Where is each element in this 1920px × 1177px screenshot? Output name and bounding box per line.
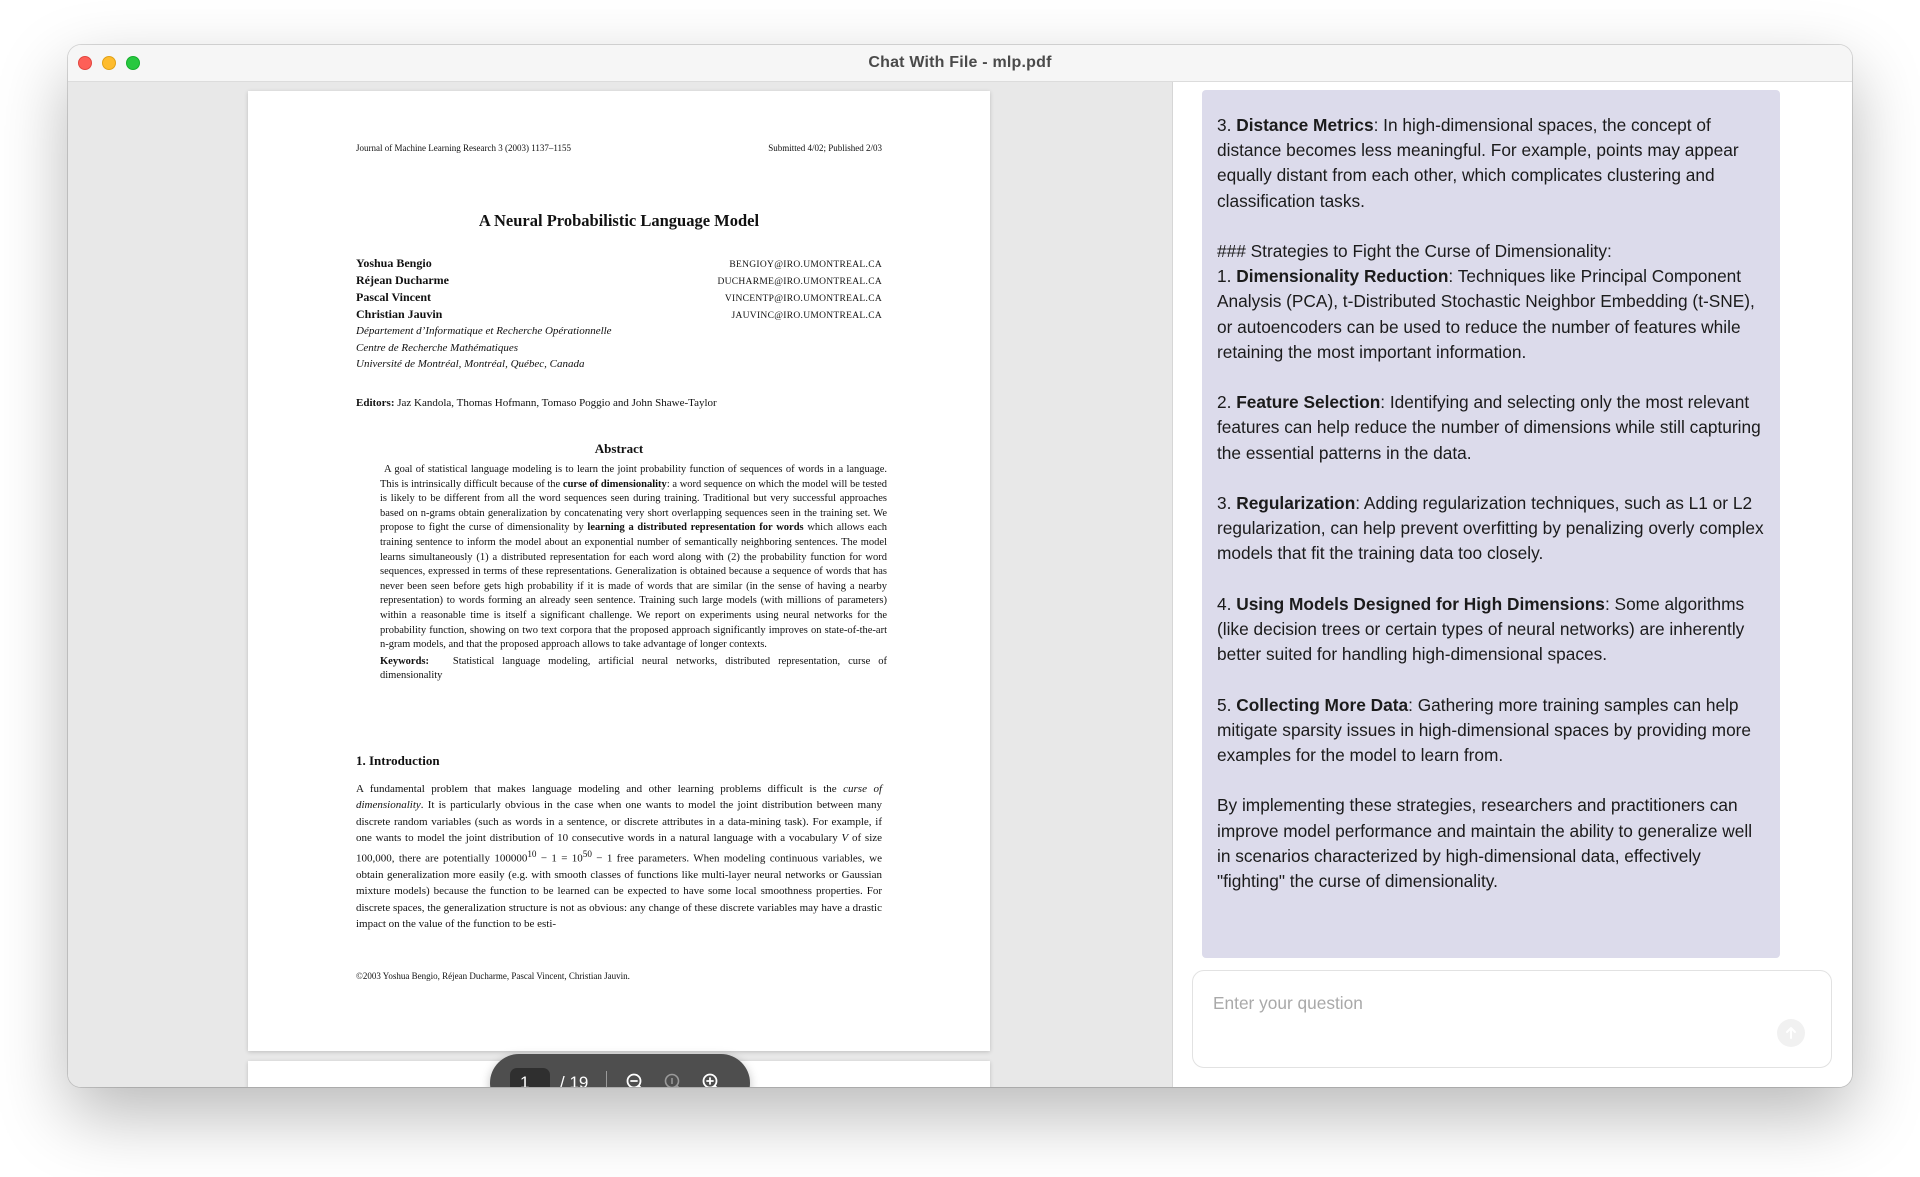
item-text: : Adding regularization techniques, such as L1 or L2 regularization, can help prevent overfitting by penalizing overly complex models that fit the training data too closely. bbox=[1217, 493, 1764, 564]
list-item bbox=[1217, 113, 1766, 214]
zoom-reset-button[interactable] bbox=[655, 1064, 693, 1087]
list-item bbox=[1217, 390, 1766, 466]
window-controls bbox=[78, 56, 140, 70]
send-icon bbox=[1783, 1025, 1799, 1041]
question-input[interactable] bbox=[1211, 989, 1775, 1017]
list-item bbox=[1217, 491, 1766, 567]
intro-text: − 1 free parameters. When modeling continuous variables, we obtain generalization more easily (e.g. with smooth classes of functions like multi-layer neural networks or Gaussian mixture models) because the function to be learned can be expected to have some local smoothness properties. For discrete spaces, the generalization structure is not as obvious: any change of these discrete variables may have a drastic impact on the value of the function to be esti- bbox=[356, 852, 882, 931]
copyright-line: ©2003 Yoshua Bengio, Réjean Ducharme, Pascal Vincent, Christian Jauvin. bbox=[356, 971, 630, 981]
author-name: Christian Jauvin bbox=[356, 307, 443, 321]
intro-text: . It is particularly obvious in the case when one wants to model the joint distribution between many discrete random variables (such as words in a sentence, or discrete attributes in a data-mining task). For example, if one wants to model the joint distribution of 10 consecutive words in a natural language with a vocabulary bbox=[356, 799, 882, 844]
item-title: Collecting More Data bbox=[1236, 694, 1409, 715]
keywords-text: Statistical language modeling, artificial neural networks, distributed representation, curse of dimensionality bbox=[380, 655, 888, 682]
item-text: : Identifying and selecting only the most relevant features can help reduce the number of dimensions while still capturing the essential patterns in the data. bbox=[1217, 392, 1761, 463]
assistant-message bbox=[1202, 90, 1780, 958]
superscript: 10 bbox=[527, 849, 537, 860]
item-text: : Techniques like Principal Component Analysis (PCA), t-Distributed Stochastic Neighbor Embedding (t-SNE), or autoencoders can be used to reduce the number of features while retaining the most important information. bbox=[1217, 266, 1755, 362]
item-text: : In high-dimensional spaces, the concept of distance becomes less meaningful. For example, points may appear equally distant from each other, which complicates clustering and classification tasks. bbox=[1217, 115, 1739, 211]
item-title: Feature Selection bbox=[1236, 392, 1381, 413]
title-bar bbox=[68, 45, 1852, 82]
close-window-button[interactable] bbox=[78, 56, 92, 70]
zoom-reset-icon bbox=[663, 1072, 685, 1087]
question-box bbox=[1192, 970, 1832, 1068]
author-email: VINCENTP@IRO.UMONTREAL.CA bbox=[724, 294, 882, 304]
item-number: 5. bbox=[1217, 694, 1237, 715]
section-heading: 1. Introduction bbox=[356, 753, 440, 768]
abstract-title: Abstract bbox=[594, 441, 644, 456]
window-title: Chat With File - mlp.pdf bbox=[868, 54, 1052, 71]
intro-emphasis: curse of dimensionality bbox=[356, 783, 883, 812]
item-text: : Gathering more training samples can help mitigate sparsity issues in high-dimensional spaces by providing more examples for the model to learn from. bbox=[1217, 694, 1752, 765]
minimize-window-button[interactable] bbox=[102, 56, 116, 70]
affiliation-line: Centre de Recherche Mathématiques bbox=[356, 341, 518, 354]
page-number-input[interactable] bbox=[510, 1068, 550, 1087]
item-text: : Some algorithms (like decision trees or certain types of neural networks) are inherently better suited for handling high-dimensional spaces. bbox=[1217, 593, 1745, 665]
editors-label: Editors: bbox=[356, 397, 395, 409]
abstract-emphasis: curse of dimensionality bbox=[562, 478, 667, 490]
abstract-text: A goal of statistical language modeling is to learn the joint probability function of sequences of words in a language. This is intrinsically difficult because of the bbox=[380, 464, 887, 490]
toolbar-divider bbox=[606, 1071, 607, 1087]
item-number: 3. bbox=[1217, 115, 1237, 135]
send-button[interactable] bbox=[1777, 1019, 1805, 1047]
email-list bbox=[717, 257, 882, 325]
item-title: Distance Metrics bbox=[1236, 115, 1374, 135]
pdf-viewer[interactable] bbox=[68, 82, 1173, 1087]
list-item bbox=[1217, 239, 1766, 365]
affiliations bbox=[356, 323, 612, 373]
zoom-out-button[interactable] bbox=[617, 1064, 655, 1087]
author-name: Pascal Vincent bbox=[356, 290, 431, 304]
intro-text: of size 100,000, there are potentially 100000 bbox=[356, 831, 883, 865]
author-email: JAUVINC@IRO.UMONTREAL.CA bbox=[731, 311, 882, 321]
item-number: 1. bbox=[1217, 266, 1237, 287]
item-number: 2. bbox=[1217, 392, 1237, 413]
maximize-window-button[interactable] bbox=[126, 56, 140, 70]
abstract-text: which allows each training sentence to inform the model about an exponential number of semantically neighboring sentences. The model learns simultaneously (1) a distributed representation for each word along with (2) the probability function for word sequences, expressed in terms of these representations. Generalization is obtained because a sequence of words that has never been seen before gets high probability if it is made of words that are similar (in the sense of having a nearby representation) to words forming an already seen sentence. Training such large models (with millions of parameters) within a reasonable time is itself a significant challenge. We report on experiments using neural networks for the probability function, showing on two text corpora that the proposed approach significantly improves on state-of-the-art n-gram models, and that the proposed approach allows to take advantage of longer contexts. bbox=[380, 522, 888, 651]
author-name: Réjean Ducharme bbox=[356, 273, 449, 287]
item-number: 3. bbox=[1217, 493, 1237, 513]
item-title: Using Models Designed for High Dimensions bbox=[1236, 593, 1605, 614]
affiliation-line: Département d’Informatique et Recherche Opérationnelle bbox=[356, 325, 612, 337]
editors-line bbox=[356, 397, 717, 409]
zoom-out-icon bbox=[625, 1072, 647, 1087]
keywords-line bbox=[380, 655, 887, 684]
author-list bbox=[356, 255, 449, 323]
author-name: Yoshua Bengio bbox=[356, 256, 432, 270]
intro-body bbox=[356, 781, 882, 932]
zoom-in-button[interactable] bbox=[693, 1064, 731, 1087]
abstract-text: : a word sequence on which the model will be tested is likely to be different from all the word sequences seen during training. Traditional but very successful approaches based on n-grams obtain generalization by concatenating very short overlapping sequences seen in the training set. We propose to fight the curse of dimensionality by bbox=[380, 478, 888, 534]
page-toolbar bbox=[490, 1054, 750, 1087]
intro-text: − 1 = 10 bbox=[536, 852, 583, 865]
zoom-in-icon bbox=[701, 1072, 723, 1087]
journal-header: Journal of Machine Learning Research 3 (2003) 1137–1155 bbox=[356, 143, 572, 153]
affiliation-line: Université de Montréal, Montréal, Québec, Canada bbox=[356, 358, 585, 370]
superscript: 50 bbox=[582, 849, 592, 860]
abstract-body bbox=[380, 463, 887, 684]
chat-panel bbox=[1173, 82, 1852, 1087]
intro-text: A fundamental problem that makes language modeling and other learning problems difficult is the bbox=[356, 783, 837, 795]
author-email: DUCHARME@IRO.UMONTREAL.CA bbox=[717, 277, 882, 287]
abstract-emphasis: learning a distributed representation for words bbox=[587, 522, 804, 534]
submission-header: Submitted 4/02; Published 2/03 bbox=[768, 143, 882, 153]
item-title: Regularization bbox=[1236, 493, 1356, 513]
intro-variable: V bbox=[841, 831, 849, 844]
item-number: 4. bbox=[1217, 593, 1237, 614]
intro-paragraph bbox=[356, 781, 882, 932]
author-email: BENGIOY@IRO.UMONTREAL.CA bbox=[729, 260, 882, 270]
item-title: Dimensionality Reduction bbox=[1236, 266, 1449, 287]
conclusion-paragraph: By implementing these strategies, researchers and practitioners can improve model performance and maintain the ability to generalize well in scenarios characterized by high-dimensional data, effectively "fighting" the curse of dimensionality. bbox=[1217, 795, 1753, 891]
list-item bbox=[1217, 693, 1766, 769]
abstract-paragraph bbox=[380, 463, 887, 653]
app-window bbox=[68, 45, 1852, 1087]
page-total: / 19 bbox=[560, 1073, 589, 1087]
paper-title: A Neural Probabilistic Language Model bbox=[478, 211, 760, 230]
strategies-heading: ### Strategies to Fight the Curse of Dimensionality: bbox=[1217, 241, 1612, 261]
pdf-page bbox=[248, 91, 990, 1051]
keywords-label: Keywords: bbox=[380, 655, 429, 667]
editors-names: Jaz Kandola, Thomas Hofmann, Tomaso Poggio and John Shawe-Taylor bbox=[397, 397, 717, 409]
list-item bbox=[1217, 592, 1766, 668]
